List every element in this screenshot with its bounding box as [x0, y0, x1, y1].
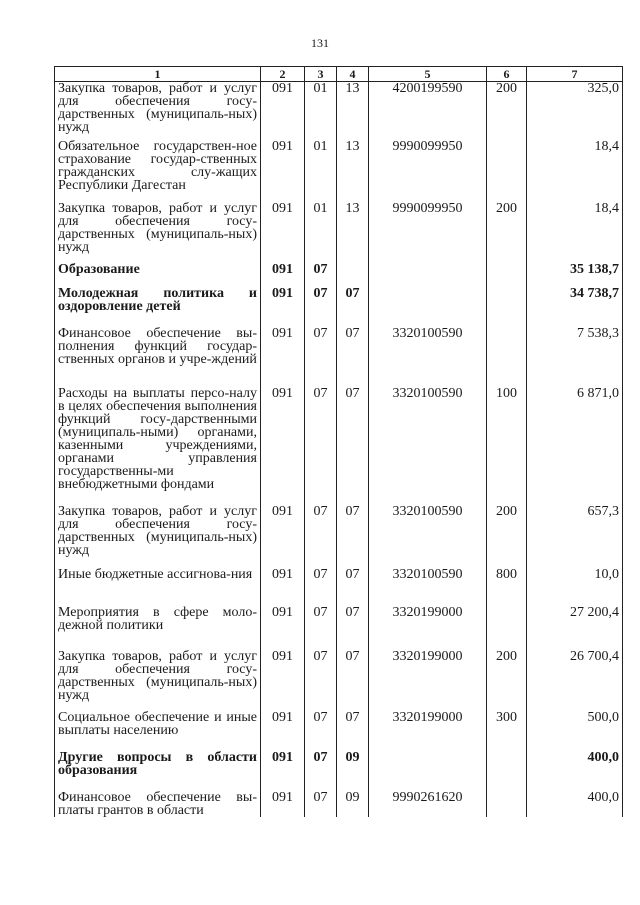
row-target-article: 9990099950	[369, 202, 487, 263]
row-target-article: 4200199590	[369, 82, 487, 141]
table-row	[55, 505, 623, 568]
row-section-code: 07	[305, 711, 337, 751]
row-expense-type	[487, 327, 527, 387]
row-expense-type	[487, 791, 527, 817]
row-expense-type	[487, 263, 527, 287]
row-amount: 6 871,0	[527, 387, 623, 505]
row-section-code: 01	[305, 140, 337, 202]
row-expense-type	[487, 140, 527, 202]
row-ved-code: 091	[261, 82, 305, 141]
row-target-article	[369, 287, 487, 327]
row-ved-code: 091	[261, 711, 305, 751]
row-name: Молодежная политика и оздоровление детей	[55, 287, 261, 327]
row-amount: 10,0	[527, 568, 623, 606]
row-expense-type: 100	[487, 387, 527, 505]
row-subsection-code: 07	[337, 287, 369, 327]
row-section-code: 07	[305, 568, 337, 606]
row-section-code: 07	[305, 606, 337, 650]
row-name: Закупка товаров, работ и услуг для обеспечения госу-дарственных (муниципаль-ных) нужд	[55, 82, 261, 141]
row-target-article: 3320100590	[369, 568, 487, 606]
header-col-7: 7	[527, 67, 623, 82]
row-subsection-code: 07	[337, 650, 369, 711]
row-target-article: 9990261620	[369, 791, 487, 817]
table-row	[55, 327, 623, 387]
row-amount: 26 700,4	[527, 650, 623, 711]
header-col-2: 2	[261, 67, 305, 82]
row-target-article: 3320199000	[369, 606, 487, 650]
row-ved-code: 091	[261, 387, 305, 505]
row-section-code: 01	[305, 82, 337, 141]
row-name: Закупка товаров, работ и услуг для обеспечения госу-дарственных (муниципаль-ных) нужд	[55, 202, 261, 263]
header-col-1: 1	[55, 67, 261, 82]
row-target-article: 3320100590	[369, 327, 487, 387]
row-amount: 325,0	[527, 82, 623, 141]
row-subsection-code: 07	[337, 505, 369, 568]
row-name: Мероприятия в сфере моло-дежной политики	[55, 606, 261, 650]
row-expense-type: 200	[487, 650, 527, 711]
row-expense-type: 200	[487, 202, 527, 263]
row-subsection-code: 13	[337, 82, 369, 141]
row-name: Расходы на выплаты персо-налу в целях обеспечения выполнения функций госу-дарственными (муниципаль-ными) органами, казенными учреждениями, органами управления государственны-ми внебюджетными фондами	[55, 387, 261, 505]
row-ved-code: 091	[261, 751, 305, 791]
table-row	[55, 263, 623, 287]
row-subsection-code	[337, 263, 369, 287]
row-target-article	[369, 751, 487, 791]
row-target-article: 9990099950	[369, 140, 487, 202]
table-row	[55, 387, 623, 505]
header-col-4: 4	[337, 67, 369, 82]
row-name: Обязательное государствен-ное страхование государ-ственных гражданских слу-жащих Республики Дагестан	[55, 140, 261, 202]
row-amount: 18,4	[527, 202, 623, 263]
table-row	[55, 606, 623, 650]
row-name: Финансовое обеспечение вы-платы грантов в области	[55, 791, 261, 817]
row-subsection-code: 07	[337, 711, 369, 751]
row-ved-code: 091	[261, 140, 305, 202]
row-expense-type	[487, 287, 527, 327]
row-subsection-code: 07	[337, 387, 369, 505]
row-section-code: 07	[305, 505, 337, 568]
row-name: Финансовое обеспечение вы-полнения функций государ-ственных органов и учре-ждений	[55, 327, 261, 387]
row-subsection-code: 09	[337, 751, 369, 791]
row-section-code: 07	[305, 751, 337, 791]
row-section-code: 07	[305, 263, 337, 287]
row-expense-type	[487, 751, 527, 791]
header-row	[55, 67, 623, 82]
row-subsection-code: 09	[337, 791, 369, 817]
table-row	[55, 140, 623, 202]
row-ved-code: 091	[261, 505, 305, 568]
row-target-article: 3320199000	[369, 711, 487, 751]
row-target-article: 3320199000	[369, 650, 487, 711]
row-section-code: 07	[305, 327, 337, 387]
row-ved-code: 091	[261, 263, 305, 287]
row-amount: 18,4	[527, 140, 623, 202]
row-section-code: 07	[305, 387, 337, 505]
row-target-article: 3320100590	[369, 387, 487, 505]
row-ved-code: 091	[261, 327, 305, 387]
table-row	[55, 791, 623, 817]
row-target-article: 3320100590	[369, 505, 487, 568]
table-row	[55, 82, 623, 141]
row-ved-code: 091	[261, 606, 305, 650]
row-amount: 500,0	[527, 711, 623, 751]
table-row	[55, 711, 623, 751]
row-expense-type	[487, 606, 527, 650]
table-row	[55, 287, 623, 327]
row-subsection-code: 13	[337, 202, 369, 263]
header-col-3: 3	[305, 67, 337, 82]
row-expense-type: 200	[487, 505, 527, 568]
row-subsection-code: 07	[337, 568, 369, 606]
row-name: Закупка товаров, работ и услуг для обеспечения госу-дарственных (муниципаль-ных) нужд	[55, 505, 261, 568]
table-row	[55, 568, 623, 606]
table-row	[55, 202, 623, 263]
row-name: Иные бюджетные ассигнова-ния	[55, 568, 261, 606]
row-ved-code: 091	[261, 791, 305, 817]
row-subsection-code: 07	[337, 327, 369, 387]
row-name: Закупка товаров, работ и услуг для обеспечения госу-дарственных (муниципаль-ных) нужд	[55, 650, 261, 711]
row-target-article	[369, 263, 487, 287]
page-number: 131	[311, 36, 329, 50]
row-expense-type: 300	[487, 711, 527, 751]
row-amount: 27 200,4	[527, 606, 623, 650]
row-amount: 35 138,7	[527, 263, 623, 287]
row-ved-code: 091	[261, 568, 305, 606]
row-section-code: 07	[305, 287, 337, 327]
row-expense-type: 800	[487, 568, 527, 606]
row-name: Образование	[55, 263, 261, 287]
row-amount: 400,0	[527, 791, 623, 817]
row-ved-code: 091	[261, 287, 305, 327]
row-expense-type: 200	[487, 82, 527, 141]
row-subsection-code: 07	[337, 606, 369, 650]
budget-table	[54, 66, 623, 817]
row-amount: 7 538,3	[527, 327, 623, 387]
row-ved-code: 091	[261, 650, 305, 711]
row-ved-code: 091	[261, 202, 305, 263]
table-row	[55, 751, 623, 791]
row-name: Социальное обеспечение и иные выплаты населению	[55, 711, 261, 751]
row-section-code: 07	[305, 791, 337, 817]
header-col-5: 5	[369, 67, 487, 82]
header-col-6: 6	[487, 67, 527, 82]
table-row	[55, 650, 623, 711]
row-amount: 657,3	[527, 505, 623, 568]
row-section-code: 01	[305, 202, 337, 263]
row-amount: 400,0	[527, 751, 623, 791]
row-name: Другие вопросы в области образования	[55, 751, 261, 791]
row-subsection-code: 13	[337, 140, 369, 202]
row-amount: 34 738,7	[527, 287, 623, 327]
row-section-code: 07	[305, 650, 337, 711]
